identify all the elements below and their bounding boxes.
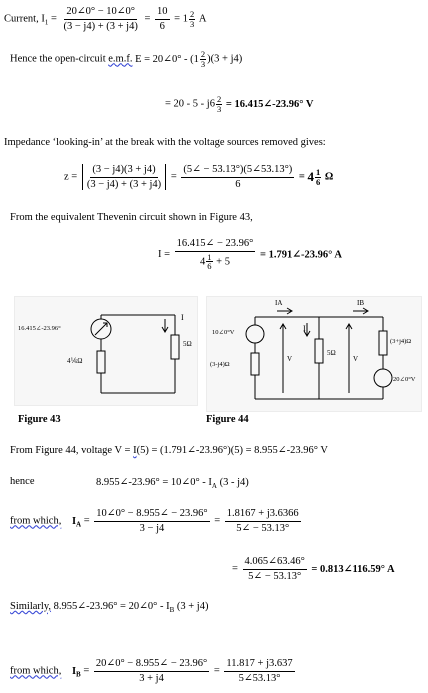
denominator: 3 <box>189 18 195 29</box>
resistor-label: 5Ω <box>183 340 192 348</box>
denominator: 6 <box>316 176 321 187</box>
mixed-whole: 4 <box>307 169 314 185</box>
text: From Figure 44, voltage V = <box>10 445 134 456</box>
z1-label: (3-j4)Ω <box>210 361 230 368</box>
impedance-intro: Impedance ‘looking-in’ at the break with the voltage sources removed gives: <box>4 137 326 148</box>
equals-sign: = <box>214 515 221 527</box>
subscript: B <box>169 606 175 615</box>
fraction <box>181 164 294 190</box>
v2-label: V <box>353 355 359 363</box>
thevenin-current-equation <box>158 238 342 271</box>
current-subscript: 1 <box>44 18 49 27</box>
fraction <box>175 238 256 271</box>
source-label: 16.415∠-23.96° <box>18 325 61 332</box>
figure-44-caption: Figure 44 <box>206 414 249 425</box>
subscript: A <box>76 520 82 529</box>
numerator: 10∠0° − 8.955∠ − 23.96° <box>94 508 209 522</box>
equals-sign: = <box>213 665 220 677</box>
numerator: 1.8167 + j3.6366 <box>225 508 301 522</box>
text: (3 - j4) <box>216 477 249 488</box>
denominator: 6 <box>207 261 212 272</box>
from-which-label: from which, <box>10 665 62 677</box>
denominator: 5∠ − 53.13° <box>248 570 302 582</box>
subscript: B <box>76 670 81 679</box>
mixed-fraction <box>200 50 206 68</box>
v1-label: V <box>287 355 293 363</box>
hence-label: hence <box>10 476 35 487</box>
mixed-whole: 1 <box>182 13 188 25</box>
figure-44 <box>206 296 422 412</box>
denominator: 6 <box>159 20 165 32</box>
equals-sign: = <box>144 13 151 25</box>
fraction <box>82 164 166 190</box>
mixed-fraction <box>189 10 195 28</box>
mixed-fraction <box>216 95 222 113</box>
current-arrow-label: I <box>181 313 184 322</box>
numerator: 1 <box>316 167 321 178</box>
ia-symbol: I <box>71 515 77 527</box>
text: 8.955∠-23.96° = 20∠0° - I <box>51 601 170 612</box>
equals-sign: = <box>170 171 177 183</box>
source1-label: 10∠0°V <box>212 329 235 336</box>
numerator: 2 <box>200 49 206 59</box>
fraction <box>224 658 294 684</box>
mixed-whole: 4 <box>200 255 206 267</box>
thevenin-current-value: = 1.791∠-23.96° A <box>259 249 342 261</box>
fraction <box>94 508 209 534</box>
equals-sign: = <box>83 665 90 677</box>
denominator: 5∠53.13° <box>238 672 281 684</box>
numerator: 1 <box>207 251 212 262</box>
similarly-label: Similarly, <box>10 601 52 612</box>
impedance-label: 4⅙Ω <box>67 357 83 365</box>
fraction <box>243 556 307 582</box>
denominator: 3 <box>200 58 206 69</box>
fraction <box>155 6 170 32</box>
current-symbol: I <box>133 445 137 456</box>
text: 8.955∠-23.96° = 10∠0° - I <box>96 477 212 488</box>
emf-value: = 16.415∠-23.96° V <box>225 99 314 110</box>
denominator: 3 <box>216 103 222 114</box>
voltage-equation <box>10 444 328 456</box>
equals-sign: = <box>174 13 181 25</box>
mixed-fraction <box>206 253 212 271</box>
ia-value: = 0.813∠116.59° A <box>311 564 395 576</box>
ib-equation <box>10 658 297 684</box>
denominator-tail: + 5 <box>213 255 230 267</box>
denominator: 5∠ − 53.13° <box>236 522 290 534</box>
ia-label: IA <box>275 299 283 307</box>
text: )(3 + j4) <box>207 53 243 65</box>
resistor-label: 5Ω <box>327 349 336 357</box>
equals-sign: = <box>298 171 305 183</box>
ia-relation <box>96 476 249 490</box>
ib-relation <box>10 600 208 614</box>
text: (3 + j4) <box>174 601 209 612</box>
text: E = 20∠0° - (1 <box>132 54 199 65</box>
current-label: Current, I <box>4 13 45 25</box>
denominator: 6 <box>235 178 241 190</box>
ib-label: IB <box>357 299 364 307</box>
fraction <box>94 658 209 684</box>
fraction <box>225 508 301 534</box>
denominator: (3 − j4) + (3 + j4) <box>63 20 138 32</box>
ia-equation <box>10 508 303 534</box>
ib-symbol: I <box>71 665 77 677</box>
numerator: (5∠ − 53.13°)(5∠53.13°) <box>181 164 294 178</box>
unit: Ω <box>324 171 334 183</box>
numerator: 16.415∠ − 23.96° <box>175 238 256 252</box>
z-label: z = <box>64 171 78 183</box>
numerator: 4.065∠63.46° <box>243 556 307 570</box>
numerator: 20∠0° − 8.955∠ − 23.96° <box>94 658 209 672</box>
z2-label: (3+j4)Ω <box>390 338 412 345</box>
equals-sign: = <box>83 515 90 527</box>
from-which-label: from which, <box>10 515 62 527</box>
denominator <box>198 252 232 271</box>
impedance-equation <box>64 164 333 190</box>
i-label: I <box>303 324 306 333</box>
text: = 20 - 5 - j6 <box>165 98 215 110</box>
equals-sign: = <box>50 13 57 25</box>
numerator: 2 <box>216 94 222 104</box>
figure-43-circuit <box>15 297 197 405</box>
fraction <box>62 6 140 32</box>
thevenin-intro: From the equivalent Thevenin circuit shown in Figure 43, <box>10 212 253 223</box>
numerator: 2 <box>189 9 195 20</box>
denominator: 3 − j4 <box>139 522 165 534</box>
numerator: (3 − j4)(3 + j4) <box>90 164 157 178</box>
text: Hence the open-circuit <box>10 53 109 65</box>
mixed-fraction <box>315 168 321 186</box>
emf-abbrev: e.m.f. <box>108 53 133 65</box>
i-label: I = <box>158 248 171 260</box>
denominator: (3 − j4) + (3 + j4) <box>86 178 162 190</box>
equals-sign: = <box>232 563 238 575</box>
current-i1-equation <box>4 6 206 32</box>
figure-43-caption: Figure 43 <box>18 414 61 425</box>
numerator: 20∠0° − 10∠0° <box>64 6 137 20</box>
emf-equation <box>10 50 242 68</box>
figure-43 <box>14 296 198 406</box>
numerator: 10 <box>155 6 170 20</box>
numerator: 11.817 + j3.637 <box>224 658 294 672</box>
subscript: A <box>211 482 217 491</box>
denominator: 3 + j4 <box>139 672 164 684</box>
unit: A <box>198 13 207 25</box>
figure-44-circuit <box>207 297 421 411</box>
source2-label: 20∠0°V <box>393 376 416 383</box>
emf-result <box>165 95 313 113</box>
text: (5) = (1.791∠-23.96°)(5) = 8.955∠-23.96° V <box>136 445 328 456</box>
ia-result <box>232 556 395 582</box>
